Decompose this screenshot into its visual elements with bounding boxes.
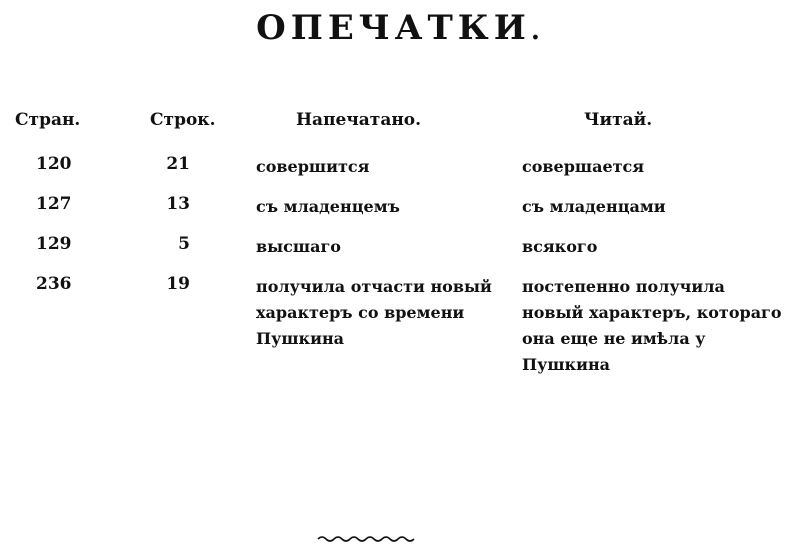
correct-text: всякого bbox=[522, 237, 598, 256]
line-number: 5 bbox=[178, 234, 190, 254]
line-number: 21 bbox=[166, 154, 190, 174]
page-title bbox=[0, 8, 796, 48]
header-page: Стран. bbox=[15, 110, 81, 130]
wavy-ornament bbox=[316, 534, 420, 544]
page-number: 127 bbox=[36, 194, 72, 214]
correct-text: постепенно получила новый характеръ, котораго она еще не имѣла у Пушкина bbox=[522, 277, 782, 374]
header-printed: Напечатано. bbox=[296, 110, 422, 130]
errata-row bbox=[0, 234, 796, 274]
correct-text: съ младенцами bbox=[522, 197, 666, 216]
title-dot: . bbox=[530, 16, 540, 46]
page-number: 236 bbox=[36, 274, 72, 294]
title-text: ОПЕЧАТКИ bbox=[256, 8, 531, 48]
page-number: 129 bbox=[36, 234, 72, 254]
correct-text: совершается bbox=[522, 157, 645, 176]
errata-table bbox=[0, 154, 796, 384]
line-number: 19 bbox=[166, 274, 190, 294]
errata-row bbox=[0, 274, 796, 384]
page-number: 120 bbox=[36, 154, 72, 174]
errata-row bbox=[0, 194, 796, 234]
header-read: Читай. bbox=[584, 110, 653, 130]
printed-text: совершится bbox=[256, 157, 370, 176]
printed-text: получила отчасти новый характеръ со времени Пушкина bbox=[256, 277, 492, 348]
printed-text: высшаго bbox=[256, 237, 341, 256]
printed-text: съ младенцемъ bbox=[256, 197, 400, 216]
errata-row bbox=[0, 154, 796, 194]
header-line: Строк. bbox=[150, 110, 216, 130]
line-number: 13 bbox=[166, 194, 190, 214]
